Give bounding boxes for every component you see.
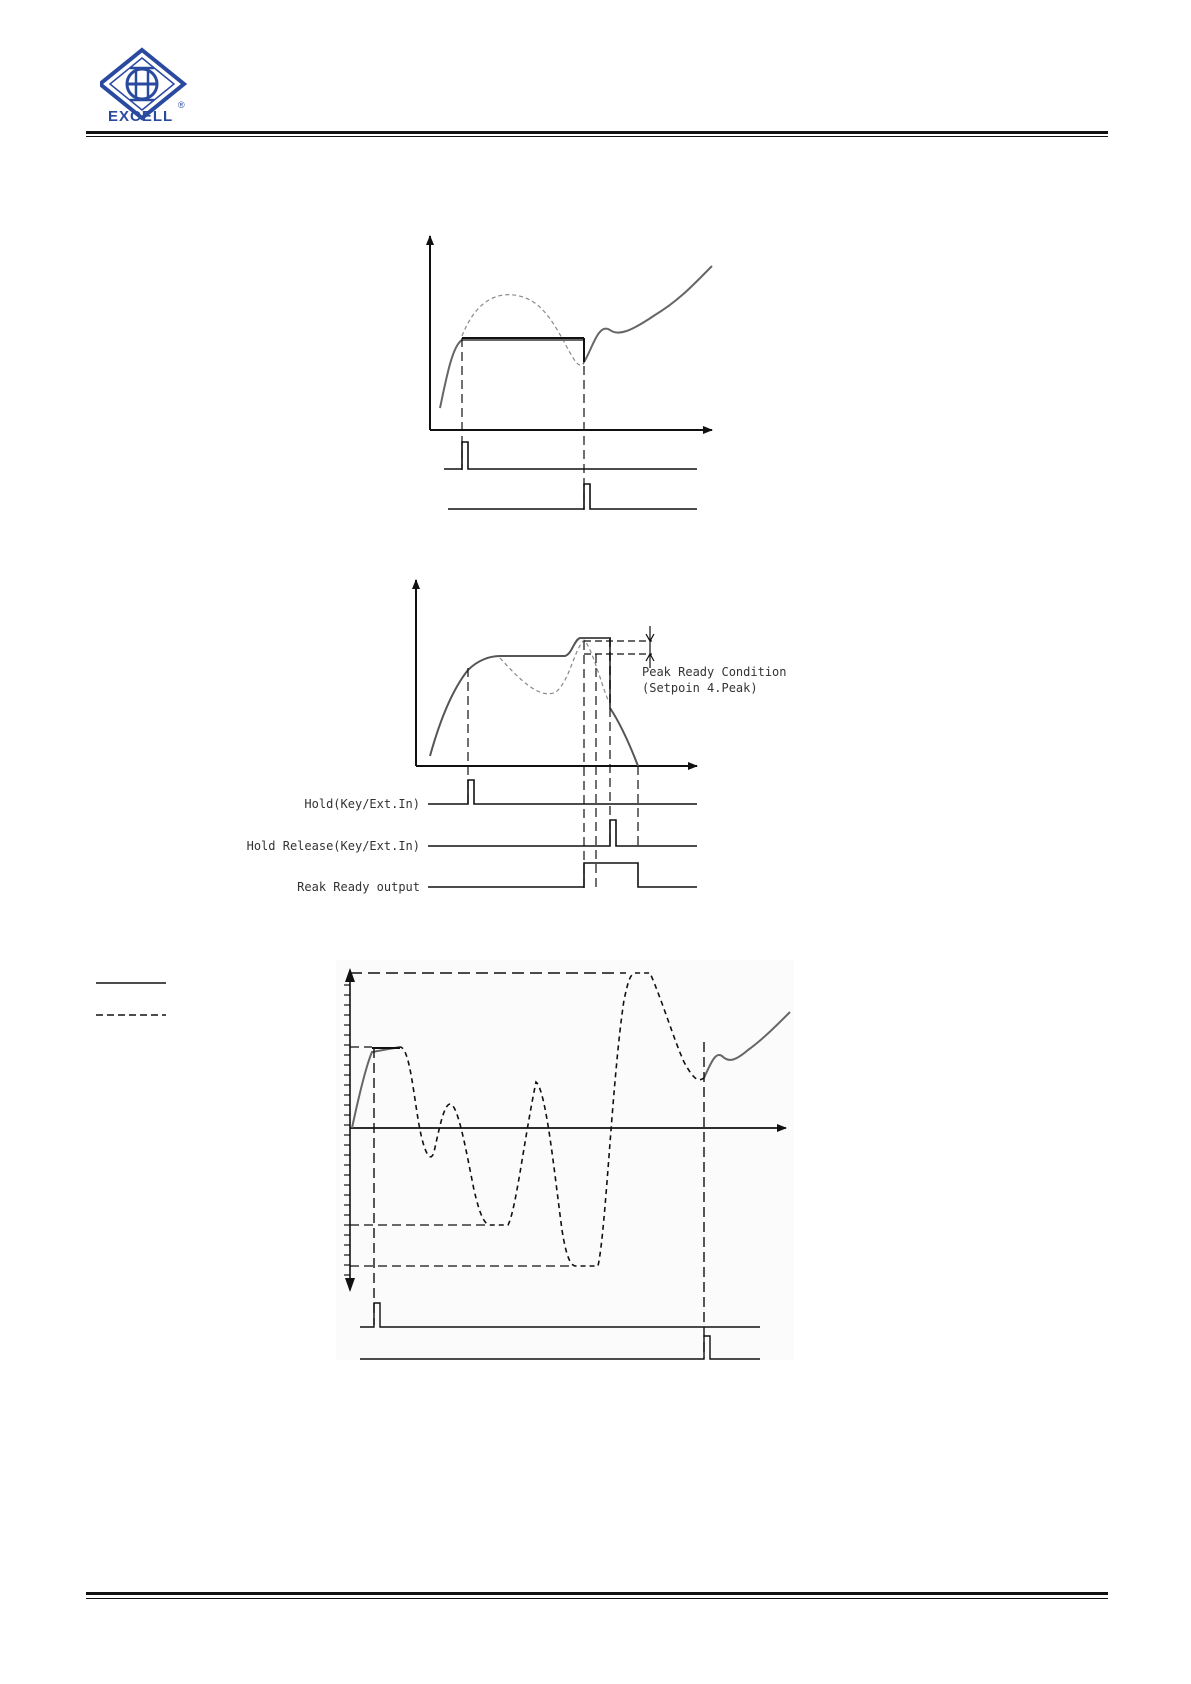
diagram2-release-signal bbox=[428, 820, 697, 846]
diagram2-hold-signal bbox=[428, 780, 697, 804]
registered-mark: ® bbox=[178, 100, 185, 110]
diagram2-peak-ready-signal bbox=[428, 863, 697, 887]
diagram-3 bbox=[96, 960, 794, 1360]
brand-name: EXCELL bbox=[108, 108, 174, 125]
diagram3-background-panel bbox=[336, 960, 794, 1360]
diagram1-hold-signal bbox=[444, 442, 697, 469]
diagram2-annotation-line2: (Setpoin 4.Peak) bbox=[642, 681, 758, 695]
diagram2-label-hold-release: Hold Release(Key/Ext.In) bbox=[246, 839, 420, 853]
diagram2-display-curve bbox=[430, 638, 638, 766]
diagram2-label-hold: Hold(Key/Ext.In) bbox=[304, 797, 420, 811]
diagram1-release-signal bbox=[448, 484, 697, 509]
diagram2-input-curve bbox=[500, 640, 608, 700]
diagram1-input-curve bbox=[462, 295, 584, 365]
diagram-2 bbox=[247, 580, 787, 894]
diagram2-label-peak-ready: Reak Ready output bbox=[297, 880, 420, 894]
diagram-1 bbox=[430, 236, 712, 510]
diagram2-annotation-line1: Peak Ready Condition bbox=[642, 665, 787, 679]
